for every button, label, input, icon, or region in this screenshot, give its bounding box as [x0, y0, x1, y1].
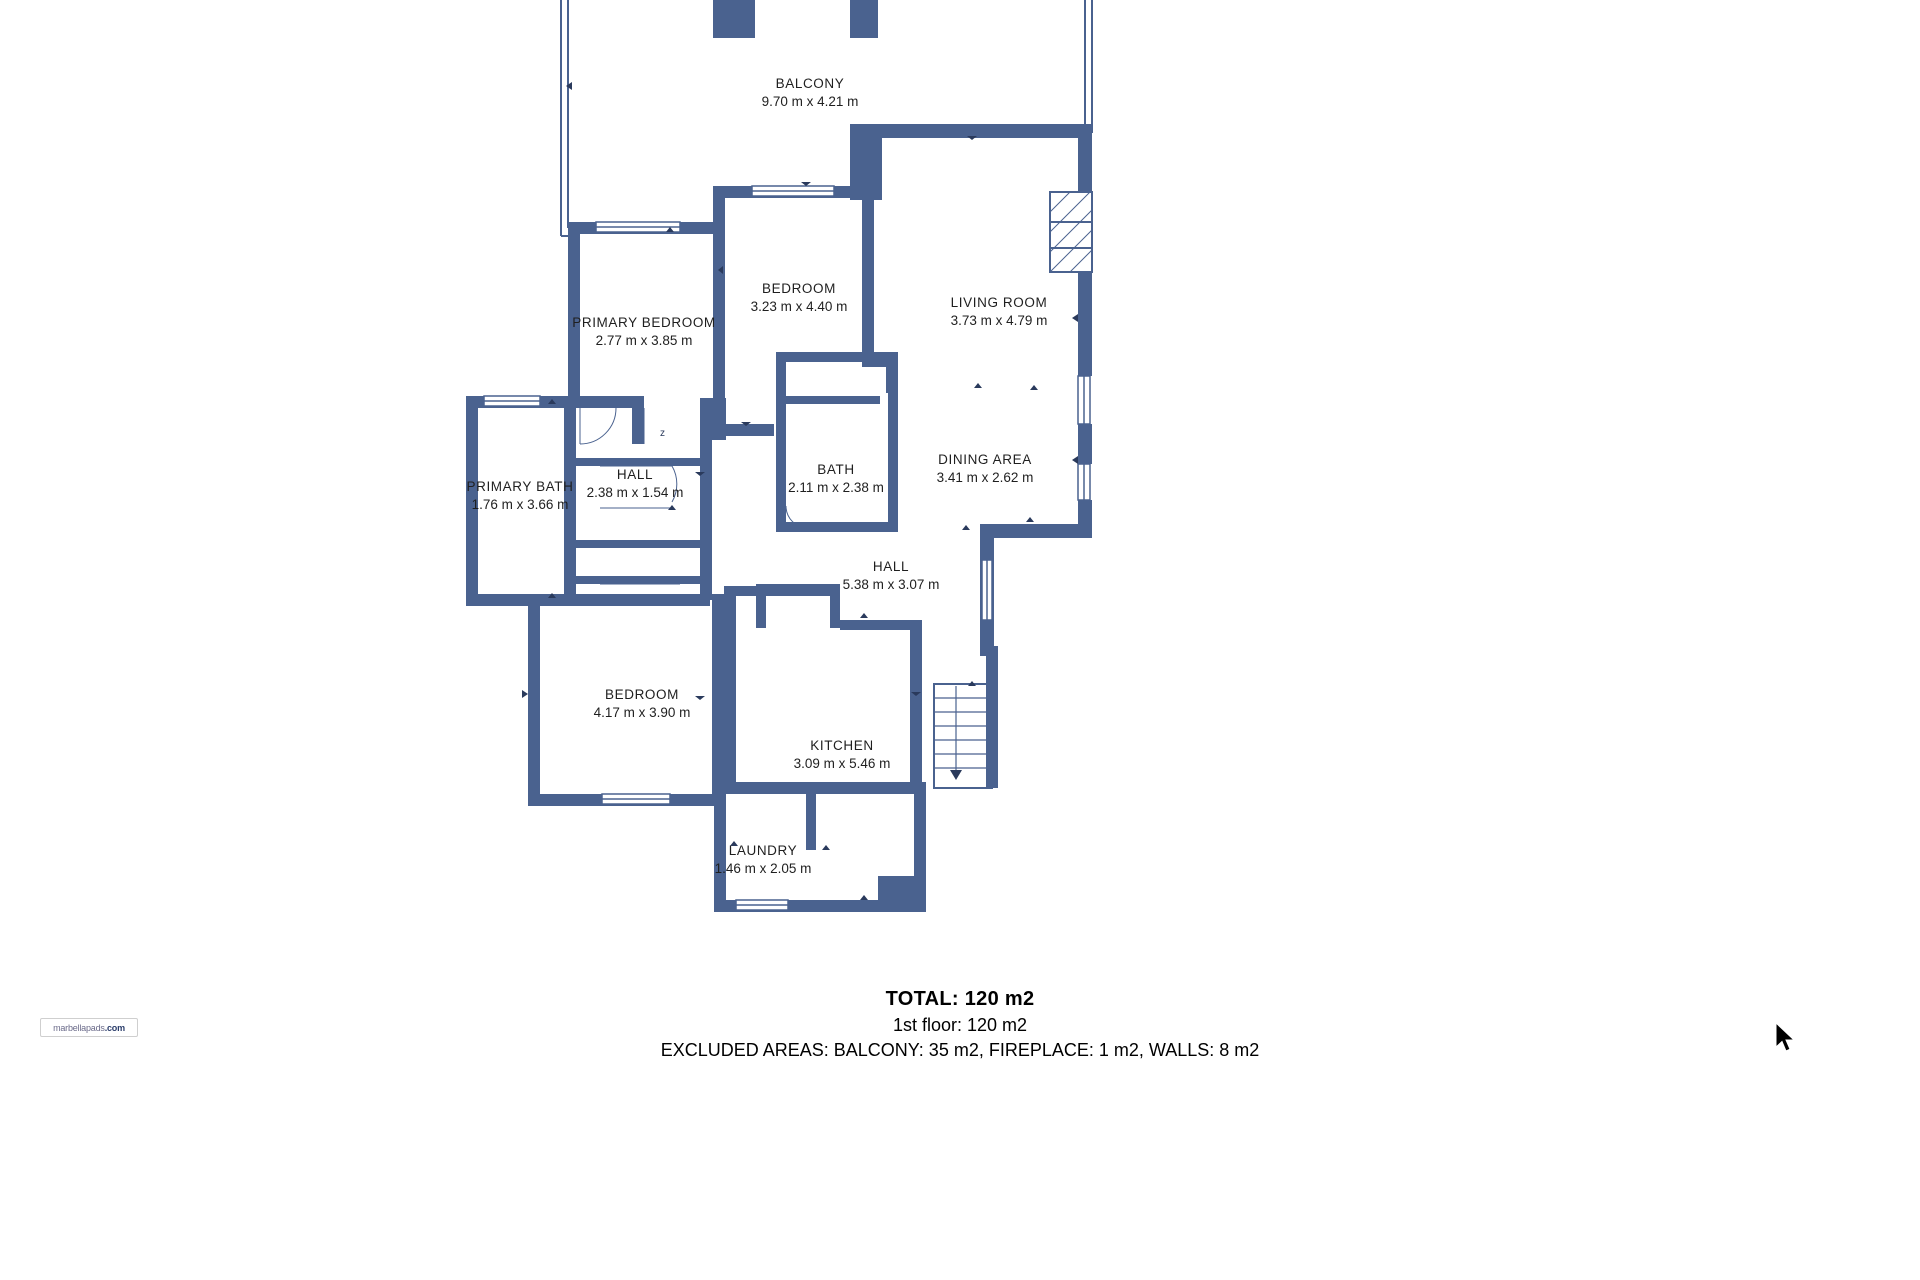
room-label-balcony — [762, 75, 859, 111]
room-label-hall-lower — [843, 558, 940, 594]
room-dims: 9.70 m x 4.21 m — [761, 94, 859, 109]
room-dims: 4.17 m x 3.90 m — [593, 705, 691, 720]
excluded-areas: EXCLUDED AREAS: BALCONY: 35 m2, FIREPLACE: 1 m2, WALLS: 8 m2 — [660, 1040, 1260, 1060]
balcony-outline — [561, 0, 1092, 236]
bedroom-2-window — [752, 186, 834, 196]
room-dims: 3.23 m x 4.40 m — [750, 299, 848, 314]
room-dims: 2.38 m x 1.54 m — [586, 485, 684, 500]
room-dims: 2.11 m x 2.38 m — [788, 480, 884, 495]
room-name: BATH — [817, 461, 855, 477]
room-label-bedroom-2 — [751, 280, 848, 316]
room-name: LIVING ROOM — [950, 294, 1048, 310]
room-dims: 1.76 m x 3.66 m — [471, 497, 569, 512]
room-name: BEDROOM — [605, 686, 679, 702]
laundry-window — [736, 900, 788, 910]
room-label-primary-bedroom — [572, 314, 716, 350]
hall-lower-opening — [982, 560, 992, 620]
room-label-primary-bath — [467, 478, 574, 514]
watermark-text — [53, 1023, 125, 1033]
room-label-hall-upper — [587, 466, 684, 502]
room-name: BEDROOM — [762, 280, 836, 296]
floor-area: 1st floor: 120 m2 — [892, 1015, 1028, 1035]
room-dims: 1.46 m x 2.05 m — [714, 861, 812, 876]
primary-bath-window — [484, 396, 540, 406]
balcony-wall-stub-left — [713, 0, 755, 38]
room-dims: 3.73 m x 4.79 m — [950, 313, 1048, 328]
room-name: PRIMARY BEDROOM — [572, 314, 716, 330]
watermark-suffix: .com — [104, 1022, 125, 1033]
room-label-dining-area — [937, 451, 1034, 487]
room-dims: 2.77 m x 3.85 m — [595, 333, 693, 348]
svg-text:z: z — [660, 428, 665, 439]
room-name: HALL — [872, 558, 910, 574]
room-name: LAUNDRY — [728, 842, 798, 858]
balcony-wall-stub-right — [850, 0, 878, 38]
room-name: KITCHEN — [810, 737, 874, 753]
room-label-bedroom-3 — [594, 686, 691, 722]
room-dims: 3.41 m x 2.62 m — [936, 470, 1034, 485]
room-label-kitchen — [794, 737, 891, 773]
room-name: PRIMARY BATH — [466, 478, 574, 494]
living-dining-walls — [850, 124, 1092, 564]
room-label-bath — [788, 461, 884, 497]
bath-walls — [776, 352, 898, 532]
room-name: HALL — [616, 466, 654, 482]
room-name: BALCONY — [775, 75, 845, 91]
room-name: DINING AREA — [938, 451, 1032, 467]
bedroom-3-window — [602, 794, 670, 804]
fireplace — [1050, 192, 1092, 272]
room-label-laundry — [715, 842, 812, 878]
room-label-living-room — [951, 294, 1048, 330]
watermark-prefix: marbellapads — [53, 1022, 105, 1033]
room-dims: 5.38 m x 3.07 m — [842, 577, 940, 592]
mouse-cursor — [1775, 1022, 1797, 1054]
staircase — [934, 646, 998, 788]
total-area: TOTAL: 120 m2 — [885, 988, 1035, 1010]
room-dims: 3.09 m x 5.46 m — [793, 756, 891, 771]
watermark-badge — [40, 1018, 138, 1037]
area-summary — [0, 988, 1920, 1061]
hall-upper-walls — [564, 440, 712, 600]
